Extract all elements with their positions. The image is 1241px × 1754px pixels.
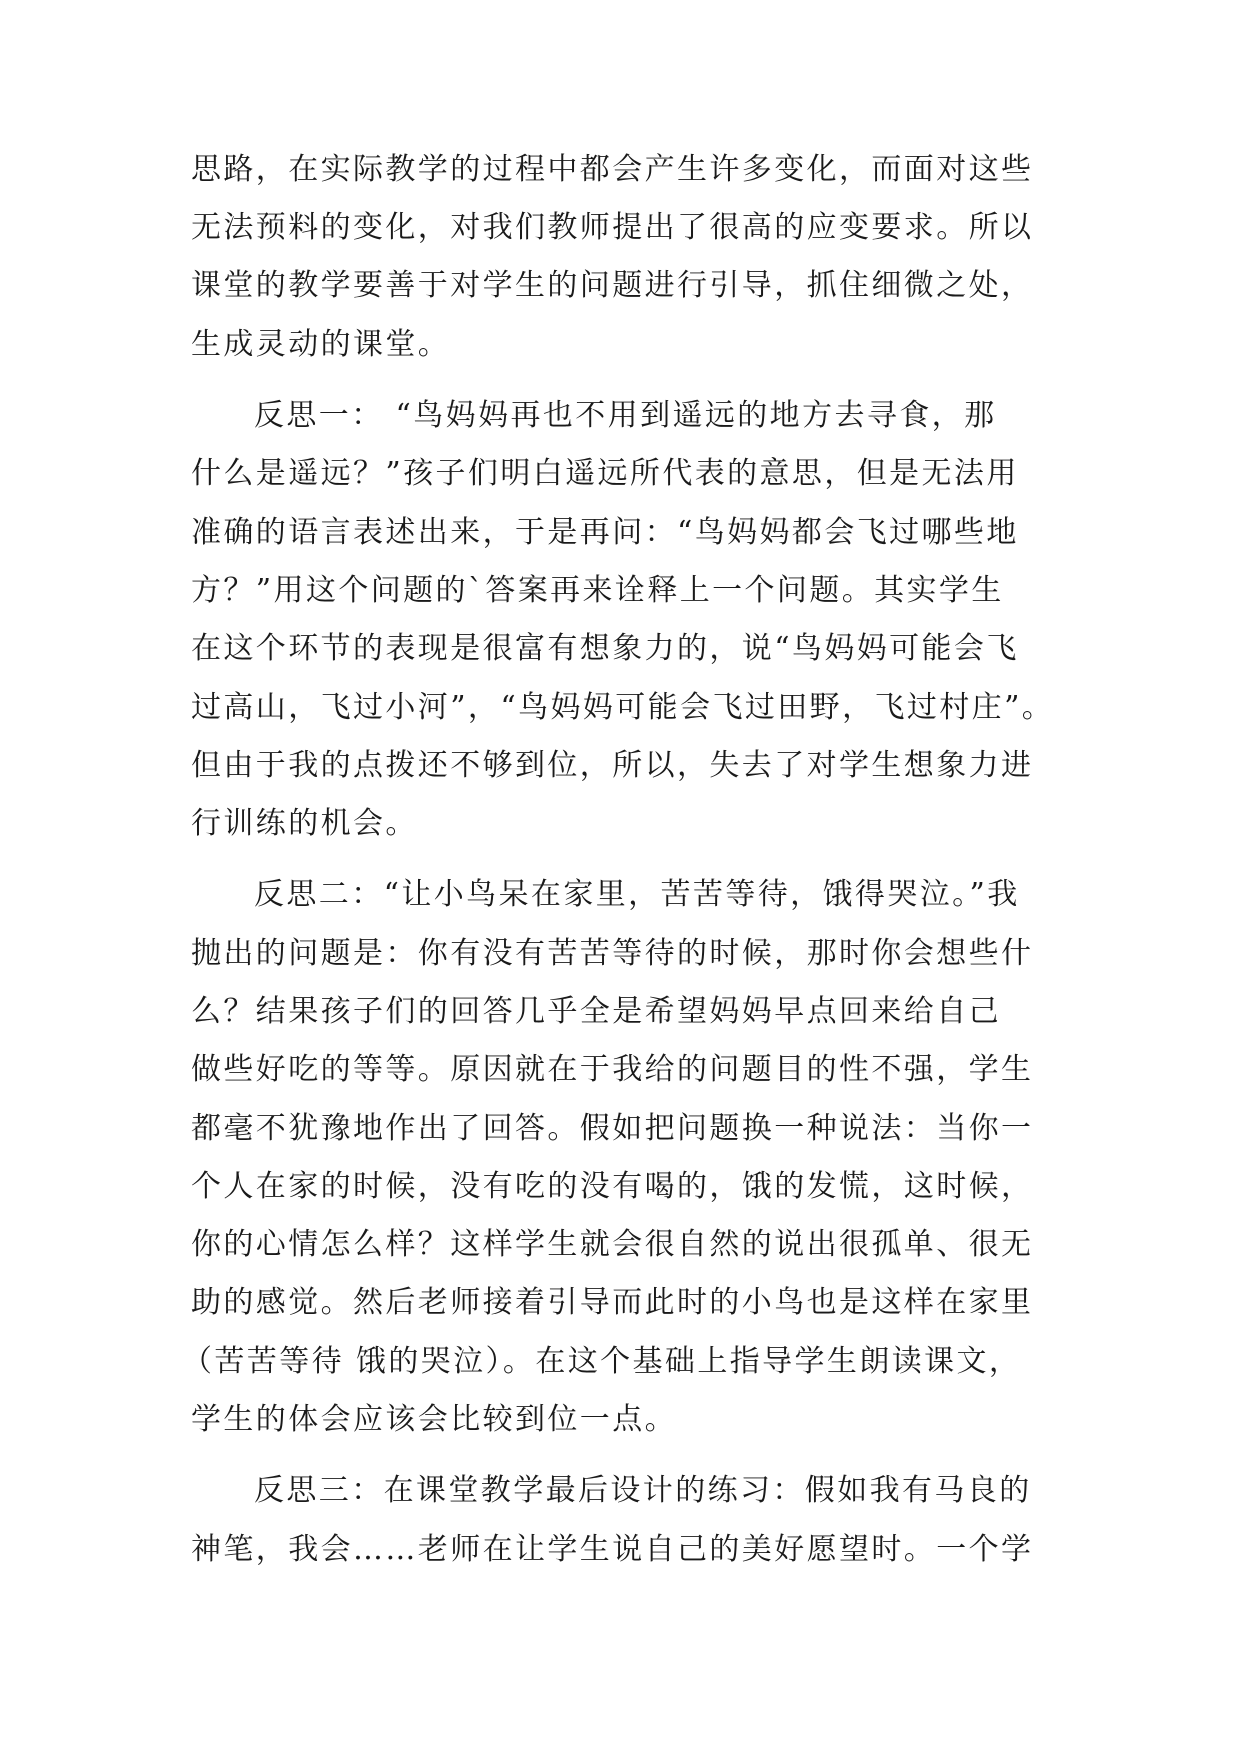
text-line: 个人在家的时候，没有吃的没有喝的，饿的发慌，这时候， [191,1169,1034,1204]
text-line: 抛出的问题是：你有没有苦苦等待的时候，那时你会想些什 [191,936,1034,971]
text-line: 思路，在实际教学的过程中都会产生许多变化，而面对这些 [191,152,1034,187]
text-line: 生成灵动的课堂。 [191,327,451,362]
text-line: 行训练的机会。 [191,806,418,841]
text-line: 助的感觉。然后老师接着引导而此时的小鸟也是这样在家里 [191,1285,1034,1320]
text-line: 么？结果孩子们的回答几乎全是希望妈妈早点回来给自己 [191,994,1001,1029]
text-line: 课堂的教学要善于对学生的问题进行引导，抓住细微之处， [191,268,1034,303]
text-line: 方？”用这个问题的`答案再来诠释上一个问题。其实学生 [191,573,1004,608]
text-line: 反思一： “鸟妈妈再也不用到遥远的地方去寻食，那 [254,398,997,433]
text-line: 但由于我的点拨还不够到位，所以，失去了对学生想象力进 [191,748,1034,783]
text-line: 反思二：“让小鸟呆在家里，苦苦等待，饿得哭泣。”我 [254,877,1020,912]
text-line: 做些好吃的等等。原因就在于我给的问题目的性不强，学生 [191,1052,1034,1087]
text-line: 准确的语言表述出来，于是再问：“鸟妈妈都会飞过哪些地 [191,515,1019,550]
text-line: 你的心情怎么样？这样学生就会很自然的说出很孤单、很无 [191,1227,1034,1262]
text-line: 反思三：在课堂教学最后设计的练习：假如我有马良的 [254,1473,1032,1508]
text-line: 过高山，飞过小河”，“鸟妈妈可能会飞过田野，飞过村庄”。 [191,690,1055,725]
text-line: 神笔，我会……老师在让学生说自己的美好愿望时。一个学 [191,1532,1034,1567]
text-line: 学生的体会应该会比较到位一点。 [191,1402,677,1437]
text-line: 什么是遥远？”孩子们明白遥远所代表的意思，但是无法用 [191,456,1019,491]
text-line: （苦苦等待 饿的哭泣）。在这个基础上指导学生朗读课文， [182,1344,1022,1379]
text-line: 在这个环节的表现是很富有想象力的，说“鸟妈妈可能会飞 [191,631,1019,666]
text-line: 无法预料的变化，对我们教师提出了很高的应变要求。所以 [191,210,1034,245]
text-line: 都毫不犹豫地作出了回答。假如把问题换一种说法：当你一 [191,1111,1034,1146]
